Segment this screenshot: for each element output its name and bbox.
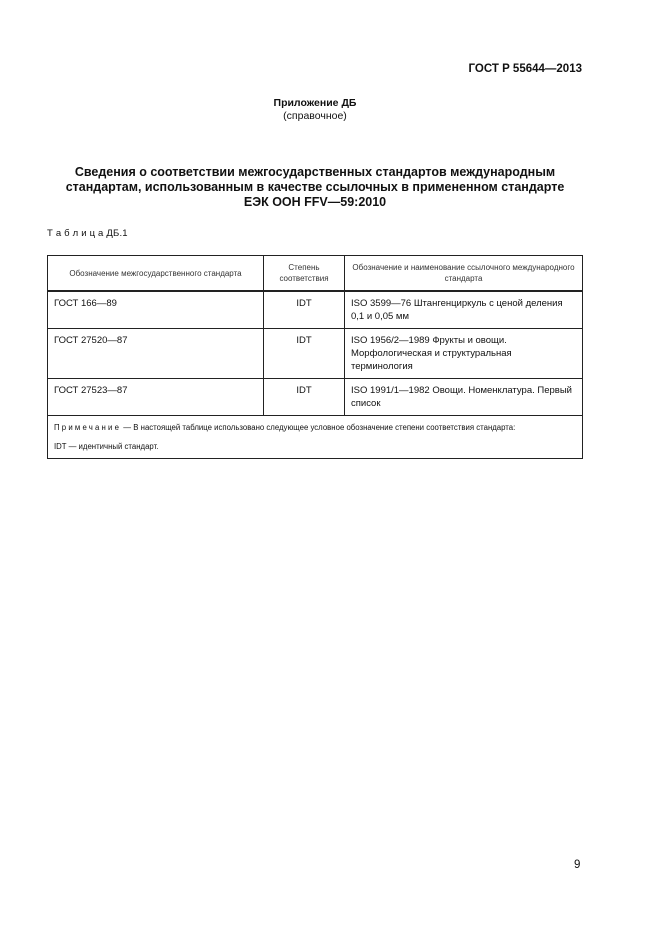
table-row — [48, 291, 583, 329]
table-caption: Т а б л и ц а ДБ.1 — [47, 228, 128, 239]
table-note — [48, 416, 583, 459]
header-degree: Степень соответствия — [264, 256, 345, 292]
section-title — [40, 165, 590, 210]
note-text — [54, 421, 576, 434]
cell-degree: IDT — [264, 379, 345, 416]
cell-standard: ГОСТ 166—89 — [48, 291, 264, 329]
section-title-line-1: Сведения о соответствии межгосударственных стандартов международным — [74, 165, 556, 179]
cell-reference: ISO 1991/1—1982 Овощи. Номенклатура. Первый список — [345, 379, 583, 416]
section-title-line-2: стандартам, использованным в качестве ссылочных в примененном стандарте — [65, 180, 565, 194]
correspondence-table — [47, 255, 583, 459]
note-label: Примечание — [54, 423, 122, 432]
note-body: — В настоящей таблице использовано следующее условное обозначение степени соответствия стандарта: — [121, 423, 516, 432]
document-code: ГОСТ Р 55644—2013 — [468, 63, 582, 75]
header-standard: Обозначение межгосударственного стандарта — [48, 256, 264, 292]
cell-standard: ГОСТ 27520—87 — [48, 329, 264, 379]
cell-degree: IDT — [264, 291, 345, 329]
appendix-title: Приложение ДБ — [273, 97, 357, 109]
table-row — [48, 379, 583, 416]
page-number: 9 — [574, 859, 581, 871]
cell-standard: ГОСТ 27523—87 — [48, 379, 264, 416]
header-reference: Обозначение и наименование ссылочного международного стандарта — [345, 256, 583, 292]
appendix-subtitle: (справочное) — [283, 110, 347, 122]
cell-degree: IDT — [264, 329, 345, 379]
note-definition: IDT — идентичный стандарт. — [54, 442, 159, 451]
cell-reference: ISO 1956/2—1989 Фрукты и овощи. Морфологическая и структуральная терминология — [345, 329, 583, 379]
cell-reference: ISO 3599—76 Штангенциркуль с ценой деления 0,1 и 0,05 мм — [345, 291, 583, 329]
appendix-heading — [0, 97, 630, 123]
section-title-line-3: ЕЭК ООН FFV—59:2010 — [243, 195, 387, 209]
table-row — [48, 329, 583, 379]
note-row — [48, 416, 583, 459]
